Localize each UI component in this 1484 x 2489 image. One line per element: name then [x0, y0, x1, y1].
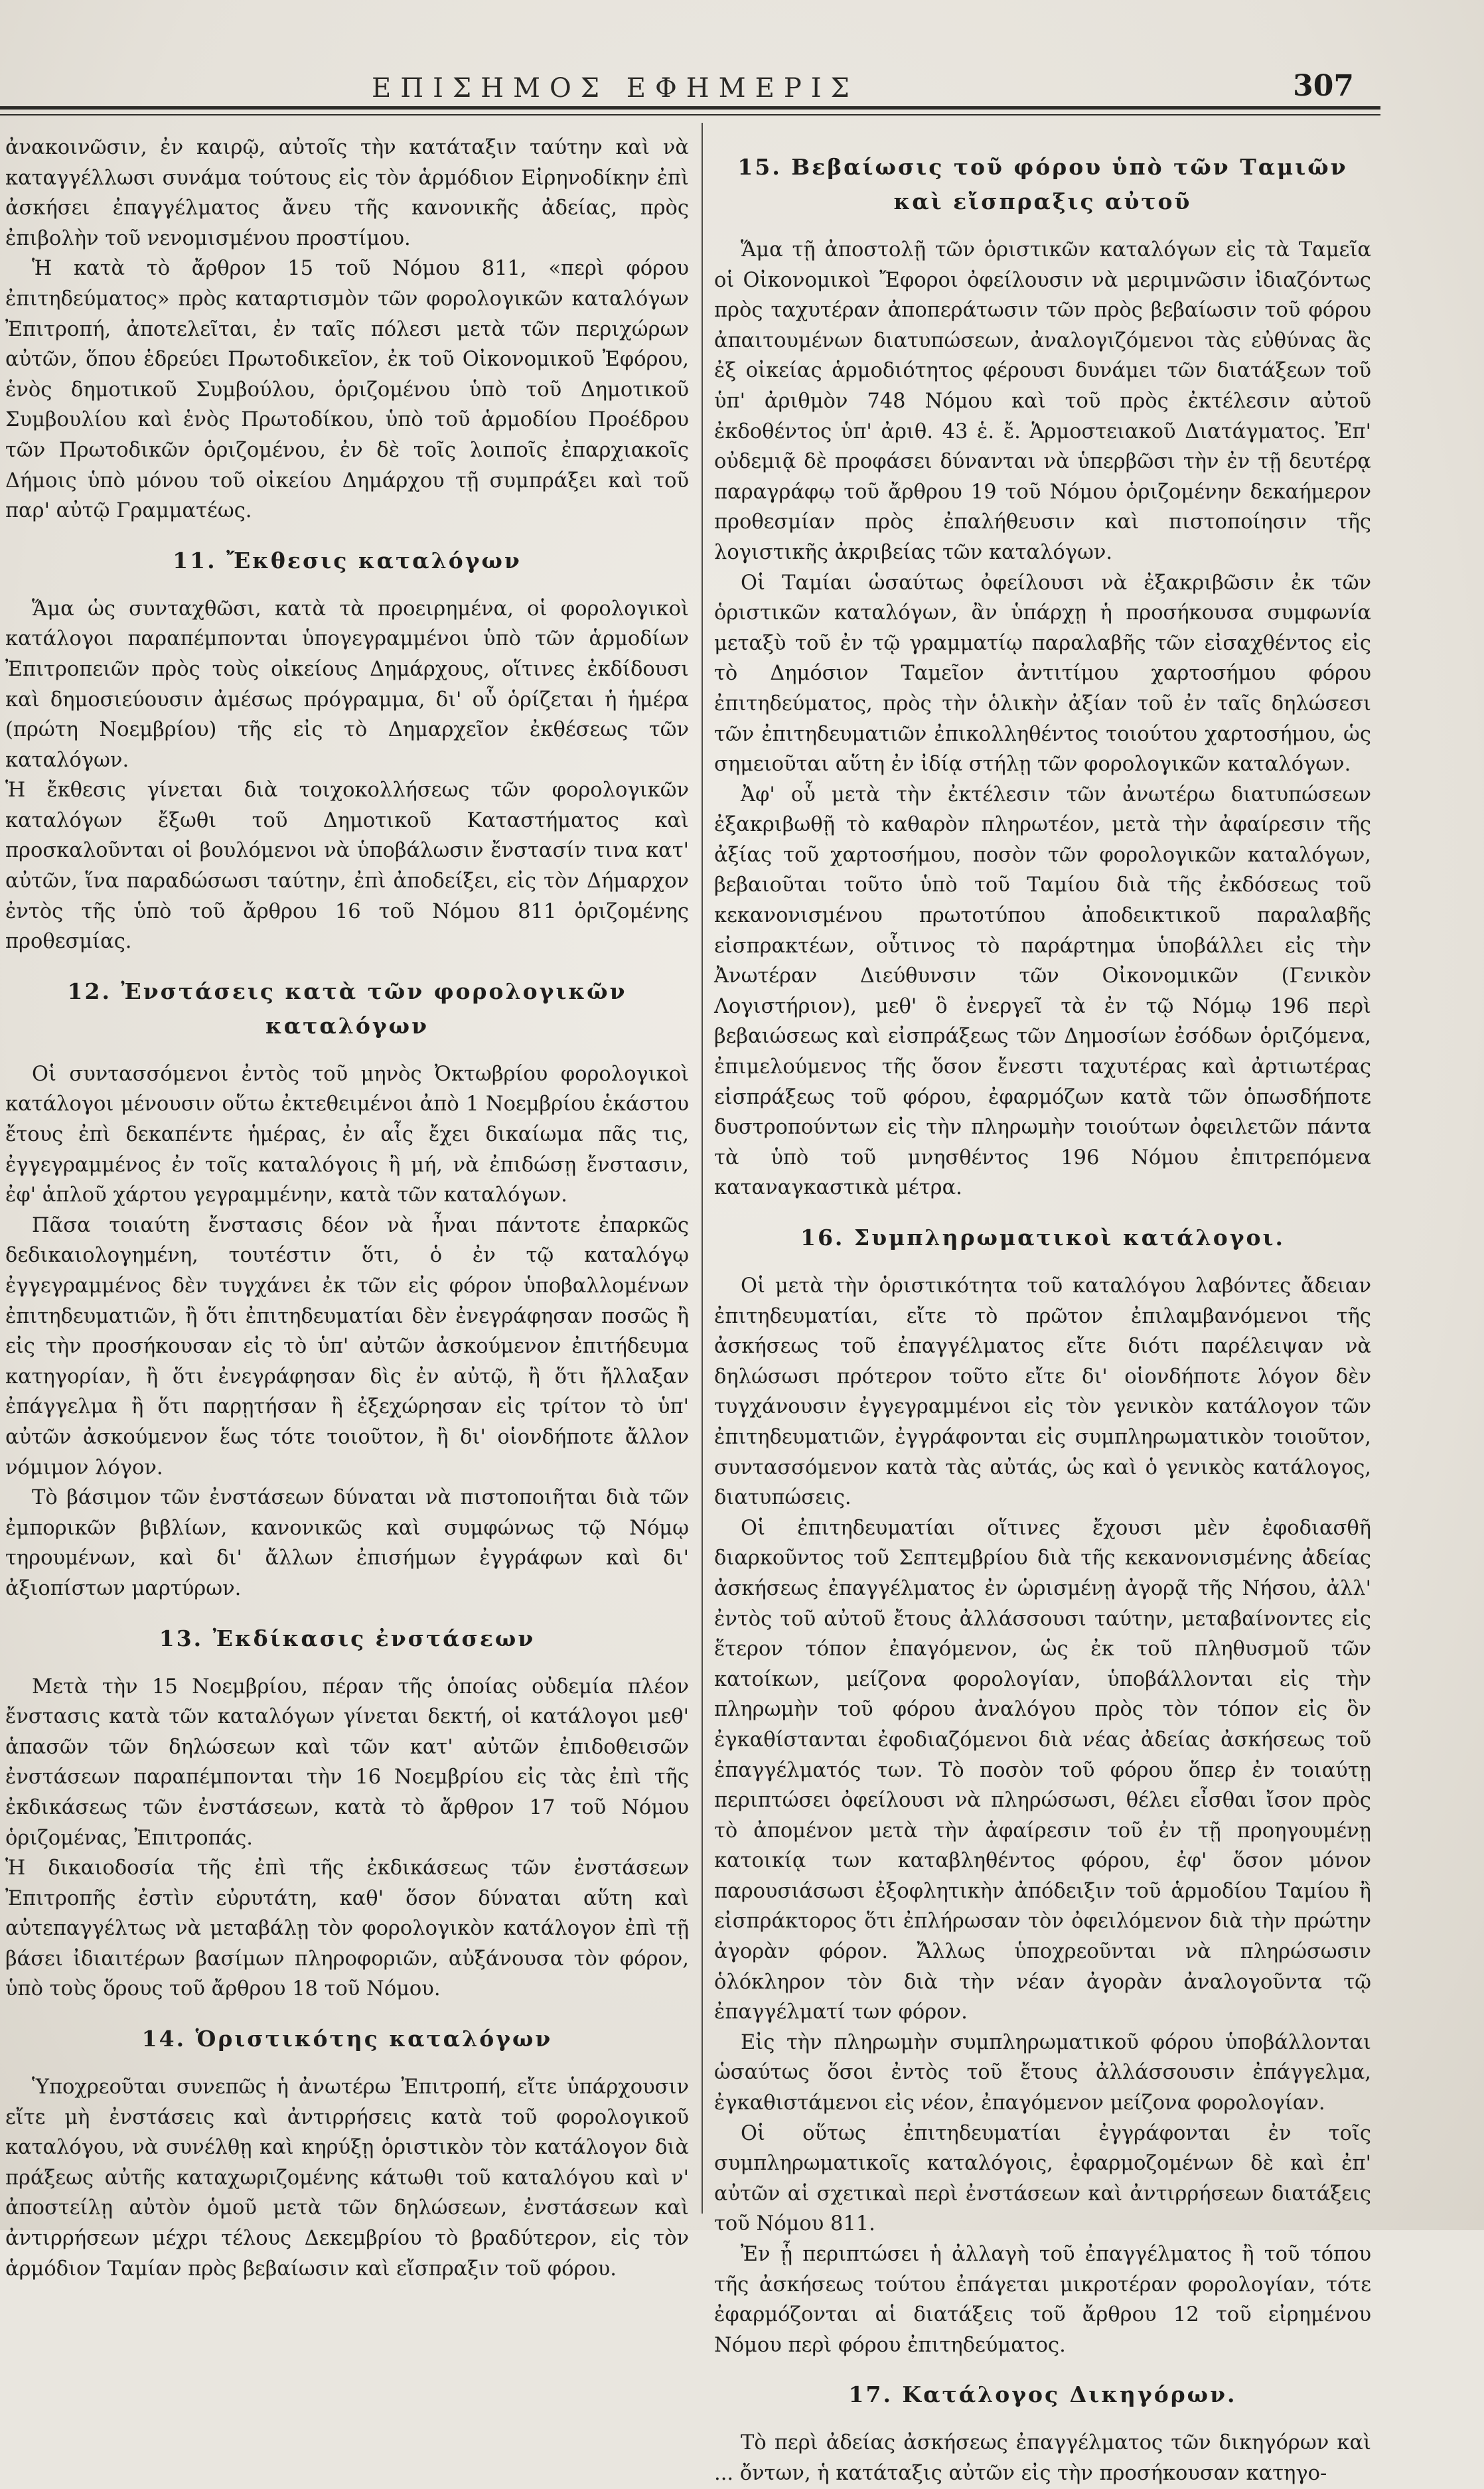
header-rule-thin — [0, 114, 1380, 115]
paragraph: Τὸ περὶ ἀδείας ἀσκήσεως ἐπαγγέλματος τῶν δικηγόρων καὶ ... ὄντων, ἡ κατάταξις αὐτῶν εἰς τὴν προσήκουσαν κατηγο- — [714, 2431, 1371, 2485]
paragraph: Ἡ ἔκθεσις γίνεται διὰ τοιχοκολλήσεως τῶν φορολογικῶν καταλόγων ἔξωθι τοῦ Δημοτικοῦ Καταστήματος καὶ προσκαλοῦνται οἱ βουλόμενοι νὰ ὑποβάλωσιν ἔνστασίν τινα κατ' αὐτῶν, ἵνα παραδώσωσι ταύτην, ἐπὶ ἀποδείξει, εἰς τὸν Δήμαρχον ἐντὸς τῆς ὑπὸ τοῦ ἄρθρου 16 τοῦ Νόμου 811 ὁριζομένης προθεσμίας. — [5, 779, 689, 954]
paragraph: Ἡ κατὰ τὸ ἄρθρον 15 τοῦ Νόμου 811, «περὶ φόρου ἐπιτηδεύματος» πρὸς καταρτισμὸν τῶν φορολογικῶν καταλόγων Ἐπιτροπή, ἀποτελεῖται, ἐν ταῖς πόλεσι μετὰ τῶν περιχώρων αὐτῶν, ὅπου ἑδρεύει Πρωτοδικεῖον, ἐκ τοῦ Οἰκονομικοῦ Ἐφόρου, ἑνὸς δημοτικοῦ Συμβούλου, ὁριζομένου ὑπὸ τοῦ Δημοτικοῦ Συμβουλίου καὶ ἑνὸς Πρωτοδίκου, ὑπὸ τοῦ ἁρμοδίου Προέδρου τῶν Πρωτοδικῶν ὁριζομένου, ἐν δὲ τοῖς λοιποῖς ἐπαρχιακοῖς Δήμοις ὑπὸ μόνου τοῦ οἰκείου Δημάρχου τῇ συμπράξει καὶ τοῦ παρ' αὐτῷ Γραμματέως. — [5, 257, 689, 523]
paragraph: Εἰς τὴν πληρωμὴν συμπληρωματικοῦ φόρου ὑποβάλλονται ὡσαύτως ὅσοι ἐντὸς τοῦ ἔτους ἀλλάσσουσιν ἐπάγγελμα, ἐγκαθιστάμενοι εἰς νέον, ἐπαγόμενον μείζονα φορολογίαν. — [714, 2030, 1371, 2115]
section-heading: 12. Ἐνστάσεις κατὰ τῶν φορολογικῶν καταλόγων — [67, 978, 627, 1039]
paragraph: Ἐν ᾗ περιπτώσει ἡ ἀλλαγὴ τοῦ ἐπαγγέλματος ἢ τοῦ τόπου τῆς ἀσκήσεως τούτου ἐπάγεται μικροτέραν φορολογίαν, τότε ἐφαρμόζονται αἱ διατάξεις τοῦ ἄρθρου 12 τοῦ εἰρημένου Νόμου περὶ φόρου ἐπιτηδεύματος. — [714, 2243, 1371, 2357]
section-heading: 14. Ὁριστικότης καταλόγων — [141, 2026, 553, 2052]
paragraph: Ἅμα τῇ ἀποστολῇ τῶν ὁριστικῶν καταλόγων εἰς τὰ Ταμεῖα οἱ Οἰκονομικοὶ Ἔφοροι ὀφείλουσιν νὰ μεριμνῶσιν ἰδιαζόντως πρὸς ταχυτέραν ἀποπεράτωσιν τῶν πρὸς βεβαίωσιν τοῦ φόρου ἀπαιτουμένων διατυπώσεων, ἀναλογιζόμενοι τὰς εὐθύνας ἃς ἐξ οἰκείας ἁρμοδιότητος φέρουσι δυνάμει τῶν διατάξεων τοῦ ὑπ' ἀριθμὸν 748 Νόμου καὶ τοῦ πρὸς ἐκτέλεσιν αὐτοῦ ἐκδοθέντος ὑπ' ἀριθ. 43 ἑ. ἔ. Ἁρμοστειακοῦ Διατάγματος. Ἐπ' οὐδεμιᾷ δὲ προφάσει δύνανται νὰ ὑπερβῶσι τὴν ἐν τῇ δευτέρᾳ παραγράφῳ τοῦ ἄρθρου 19 τοῦ Νόμου ὁριζομένην δεκαήμερον προθεσμίαν πρὸς ἐπαλήθευσιν καὶ πιστοποίησιν τῆς λογιστικῆς ἀκριβείας τῶν καταλόγων. — [714, 238, 1371, 564]
paragraph: Οἱ οὕτως ἐπιτηδευματίαι ἐγγράφονται ἐν τοῖς συμπληρωματικοῖς καταλόγοις, ἐφαρμοζομένων δὲ καὶ ἐπ' αὐτῶν αἱ σχετικαὶ περὶ ἐνστάσεων καὶ ἀντιρρήσεων διατάξεις τοῦ Νόμου 811. — [714, 2121, 1371, 2236]
page-number: 307 — [1293, 69, 1354, 103]
paragraph: Ἀφ' οὗ μετὰ τὴν ἐκτέλεσιν τῶν ἀνωτέρω διατυπώσεων ἐξακριβωθῇ τὸ καθαρὸν πληρωτέον, μετὰ τὴν ἀφαίρεσιν τῆς ἀξίας τοῦ χαρτοσήμου, ποσὸν τῶν φορολογικῶν καταλόγων, βεβαιοῦται τοῦτο ὑπὸ τοῦ Ταμίου διὰ τῆς ἐκδόσεως τοῦ κεκανονισμένου πρωτοτύπου ἀποδεικτικοῦ παραλαβῆς εἰσπρακτέων, οὗτινος τὸ παράρτημα ὑποβάλλει εἰς τὴν Ἀνωτέραν Διεύθυνσιν τῶν Οἰκονομικῶν (Γενικὸν Λογιστήριον), μεθ' ὃ ἐνεργεῖ τὰ ἐν τῷ Νόμῳ 196 περὶ βεβαιώσεως καὶ εἰσπράξεως τῶν Δημοσίων ἐσόδων ὁριζόμενα, ἐπιμελούμενος τῆς ὅσον ἔνεστι ταχυτέρας καὶ ἀρτιωτέρας εἰσπράξεως τοῦ φόρου, ἐφαρμόζων κατὰ τῶν ὁπωσδήποτε δυστροπούντων εἰς τὴν πληρωμὴν τοιούτων ὀφειλετῶν πάντα τὰ ὑπὸ τοῦ μνησθέντος 196 Νόμου ἐπιτρεπόμενα καταναγκαστικὰ μέτρα. — [714, 783, 1371, 1200]
paragraph: Οἱ συντασσόμενοι ἐντὸς τοῦ μηνὸς Ὀκτωβρίου φορολογικοὶ κατάλογοι μένουσιν οὕτω ἐκτεθειμένοι ἀπὸ 1 Νοεμβρίου ἑκάστου ἔτους ἐπὶ δεκαπέντε ἡμέρας, ἐν αἷς ἔχει δικαίωμα πᾶς τις, ἐγγεγραμμένος ἐν τοῖς καταλόγοις ἢ μή, νὰ ἐπιδώσῃ ἔνστασιν, ἐφ' ἁπλοῦ χάρτου γεγραμμένην, κατὰ τῶν καταλόγων. — [5, 1062, 689, 1207]
paragraph: Ὑποχρεοῦται συνεπῶς ἡ ἀνωτέρω Ἐπιτροπή, εἴτε ὑπάρχουσιν εἴτε μὴ ἐνστάσεις καὶ ἀντιρρήσεις κατὰ τοῦ φορολογικοῦ καταλόγου, νὰ συνέλθῃ καὶ κηρύξῃ ὁριστικὸν τὸν κατάλογον διὰ πράξεως αὐτῆς καταχωριζομένης κάτωθι τοῦ καταλόγου καὶ ν' ἀποστείλῃ αὐτὸν ὁμοῦ μετὰ τῶν δηλώσεων, ἐνστάσεων καὶ ἀντιρρήσεων μέχρι τέλους Δεκεμβρίου τὸ βραδύτερον, εἰς τὸν ἁρμόδιον Ταμίαν πρὸς βεβαίωσιν καὶ εἴσπραξιν τοῦ φόρου. — [5, 2075, 689, 2281]
section-heading: 11. Ἔκθεσις καταλόγων — [173, 547, 522, 573]
right-column — [714, 133, 1371, 2489]
paragraph: Οἱ Ταμίαι ὡσαύτως ὀφείλουσι νὰ ἐξακριβῶσιν ἐκ τῶν ὁριστικῶν καταλόγων, ἂν ὑπάρχῃ ἡ προσήκουσα συμφωνία μεταξὺ τοῦ ἐν τῷ γραμματίῳ παραλαβῆς τῶν εἰσαχθέντος εἰς τὸ Δημόσιον Ταμεῖον ἀντιτίμου χαρτοσήμου φόρου ἐπιτηδεύματος, πρὸς τὴν ὁλικὴν ἀξίαν τοῦ ἐν ταῖς δηλώσεσι τῶν ἐπιτηδευματιῶν ἐπικολληθέντος τοιούτου χαρτοσήμου, ὡς σημειοῦται αὕτη ἐν ἰδίᾳ στήλῃ τῶν φορολογικῶν καταλόγων. — [714, 571, 1371, 777]
paragraph: Οἱ μετὰ τὴν ὁριστικότητα τοῦ καταλόγου λαβόντες ἄδειαν ἐπιτηδευματίαι, εἴτε τὸ πρῶτον ἐπιλαμβανόμενοι τῆς ἀσκήσεως τοῦ ἐπαγγέλματος εἴτε διότι παρέλειψαν νὰ δηλώσωσι πρότερον τοῦτο εἴτε δι' οἱονδήποτε λόγον δὲν τυγχάνουσιν ἐγγεγραμμένοι εἰς τὸν γενικὸν κατάλογον τῶν ἐπιτηδευματιῶν, ἐγγράφονται εἰς συμπληρωματικὸν τοιοῦτον, συντασσόμενον κατὰ τὰς αὐτάς, ὡς καὶ ὁ γενικὸς κατάλογος, διατυπώσεις. — [714, 1274, 1371, 1510]
section-heading: 13. Ἐκδίκασις ἐνστάσεων — [159, 1625, 536, 1651]
header-rule — [0, 106, 1380, 110]
column-divider — [702, 123, 703, 2214]
paragraph: Οἱ ἐπιτηδευματίαι οἵτινες ἔχουσι μὲν ἐφοδιασθῆ διαρκοῦντος τοῦ Σεπτεμβρίου διὰ τῆς κεκανονισμένης ἀδείας ἀσκήσεως ἐπαγγέλματος ἐν ὡρισμένῃ ἀγορᾷ τῆς Νήσου, ἀλλ' ἐντὸς τοῦ αὐτοῦ ἔτους ἀλλάσσουσι ταύτην, μεταβαίνοντες εἰς ἕτερον τόπον ἐπαγόμενον, ὡς ἐκ τοῦ πληθυσμοῦ τῶν κατοίκων, μείζονα φορολογίαν, ὑποβάλλονται εἰς τὴν πληρωμὴν τοῦ φόρου ἀναλόγου πρὸς τὸν τόπον εἰς ὃν ἐγκαθίστανται ἐφοδιαζόμενοι διὰ νέας ἀδείας ἀσκήσεως τοῦ ἐπαγγέλματός των. Τὸ ποσὸν τοῦ φόρου ὅπερ ἐν τοιαύτῃ περιπτώσει ὀφείλουσι νὰ πληρώσωσι, θέλει εἶσθαι ἴσον πρὸς τὸ ἀπομένον μετὰ τὴν ἀφαίρεσιν τοῦ ἐν τῇ προηγουμένῃ κατοικίᾳ των καταβληθέντος φόρου, ἐφ' ὅσον μόνον παρουσιάσωσι ἐξοφλητικὴν ἀπόδειξιν τοῦ ἁρμοδίου Ταμίου ἢ εἰσπράκτορος ὅτι ἐπλήρωσαν τὸν ὀφειλόμενον διὰ τὴν πρώτην ἀγορὰν φόρον. Ἄλλως ὑποχρεοῦνται νὰ πληρώσωσιν ὁλόκληρον τὸν διὰ τὴν νέαν ἀγορὰν ἀναλογοῦντα τῷ ἐπαγγέλματί των φόρον. — [714, 1516, 1371, 2024]
paragraph: Μετὰ τὴν 15 Νοεμβρίου, πέραν τῆς ὁποίας οὐδεμία πλέον ἔνστασις κατὰ τῶν καταλόγων γίνεται δεκτή, οἱ κατάλογοι μεθ' ἁπασῶν τῶν δηλώσεων καὶ τῶν κατ' αὐτῶν ἐπιδοθεισῶν ἐνστάσεων παραπέμπονται τὴν 16 Νοεμβρίου εἰς τὰς ἐπὶ τῆς ἐκδικάσεως τῶν ἐνστάσεων, κατὰ τὸ ἄρθρον 17 τοῦ Νόμου ὁριζομένας, Ἐπιτροπάς. — [5, 1675, 689, 1850]
paragraph: Πᾶσα τοιαύτη ἔνστασις δέον νὰ ἦναι πάντοτε ἐπαρκῶς δεδικαιολογημένη, τουτέστιν ὅτι, ὁ ἐν τῷ καταλόγῳ ἐγγεγραμμένος δὲν τυγχάνει ἐκ τῶν εἰς φόρον ὑποβαλλομένων ἐπιτηδευματιῶν, ἢ ὅτι ἐπιτηδευματίαι δὲν ἐνεγράφησαν ποσῶς ἢ εἰς τὴν προσήκουσαν εἰς τὸ ὑπ' αὐτῶν ἀσκούμενον ἐπιτήδευμα κατηγορίαν, ἢ ὅτι ἐνεγράφησαν δὶς ἐν αὐτῷ, ἢ ὅτι ἤλλαξαν ἐπάγγελμα ἢ ὅτι παρῃτήσαν ἢ ἐξεχώρησαν εἰς τρίτον τὸ ὑπ' αὐτῶν ἀσκούμενον ἕως τότε τοιοῦτον, ἢ δι' οἱονδήποτε ἄλλον νόμιμον λόγον. — [5, 1213, 689, 1479]
paragraph: ἀνακοινῶσιν, ἐν καιρῷ, αὐτοῖς τὴν κατάταξιν ταύτην καὶ νὰ καταγγέλλωσι συνάμα τούτους εἰς τὸν ἁρμόδιον Εἰρηνοδίκην ἐπὶ ἀσκήσει ἐπαγγέλματος ἄνευ τῆς κανονικῆς ἀδείας, πρὸς ἐπιβολὴν τοῦ νενομισμένου προστίμου. — [5, 136, 689, 250]
paragraph: Ἡ δικαιοδοσία τῆς ἐπὶ τῆς ἐκδικάσεως τῶν ἐνστάσεων Ἐπιτροπῆς ἐστὶν εὐρυτάτη, καθ' ὅσον δύναται αὕτη καὶ αὐτεπαγγέλτως νὰ μεταβάλῃ τὸν φορολογικὸν κατάλογον ἐπὶ τῇ βάσει ἰδιαιτέρων βασίμων πληροφοριῶν, αὐξάνουσα τὸν φόρον, ὑπὸ τοὺς ὅρους τοῦ ἄρθρου 18 τοῦ Νόμου. — [5, 1856, 689, 2001]
paragraph: Τὸ βάσιμον τῶν ἐνστάσεων δύναται νὰ πιστοποιῆται διὰ τῶν ἐμπορικῶν βιβλίων, κανονικῶς καὶ συμφώνως τῷ Νόμῳ τηρουμένων, καὶ δι' ἄλλων ἐπισήμων ἐγγράφων καὶ δι' ἀξιοπίστων μαρτύρων. — [5, 1486, 689, 1600]
gazette-title: ΕΠΙΣΗΜΟΣ ΕΦΗΜΕΡΙΣ — [372, 73, 859, 104]
section-heading: 16. Συμπληρωματικοὶ κατάλογοι. — [800, 1225, 1285, 1250]
section-heading: 15. Βεβαίωσις τοῦ φόρου ὑπὸ τῶν Ταμιῶν καὶ εἴσπραξις αὐτοῦ — [737, 154, 1348, 214]
section-heading: 17. Κατάλογος Δικηγόρων. — [848, 2381, 1237, 2408]
left-column — [5, 133, 689, 2284]
paragraph: Ἅμα ὡς συνταχθῶσι, κατὰ τὰ προειρημένα, οἱ φορολογικοὶ κατάλογοι παραπέμπονται ὑπογεγραμμένοι ὑπὸ τῶν ἁρμοδίων Ἐπιτροπειῶν πρὸς τοὺς οἰκείους Δημάρχους, οἵτινες ἐκδίδουσι καὶ δημοσιεύουσιν ἀμέσως πρόγραμμα, δι' οὗ ὁρίζεται ἡ ἡμέρα (πρώτη Νοεμβρίου) τῆς εἰς τὸ Δημαρχεῖον ἐκθέσεως τῶν καταλόγων. — [5, 597, 689, 772]
